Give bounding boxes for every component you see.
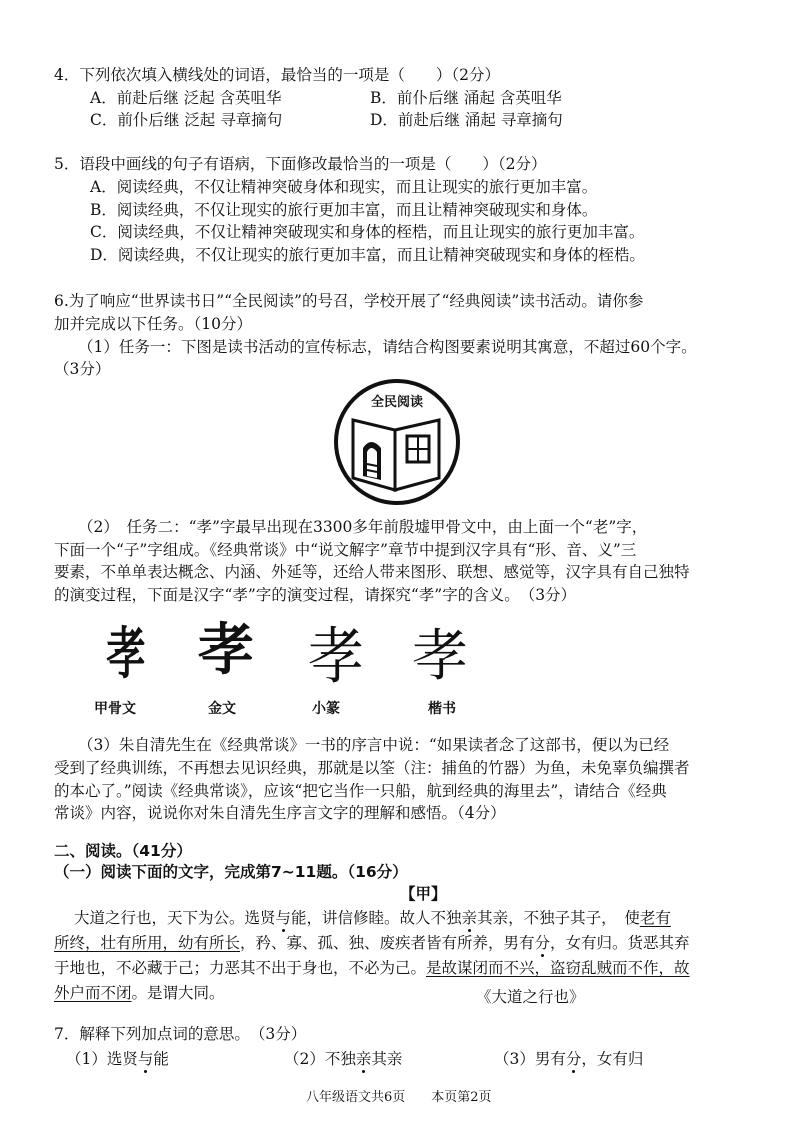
q4-option-b: B．前仆后继 涌起 含英咀华: [370, 89, 562, 107]
passage-line2: 所终，壮有所用，幼有所长，矜、寡、孤、独、废疾者皆有所养，男有分，女有归。货恶其弃: [54, 934, 690, 952]
q6-task3-line2: 受到了经典训练，不再想去见识经典，那就是以筌（注：捕鱼的竹器）为鱼，未免辜负编撰者: [54, 759, 690, 777]
q6-task2-line2: 下面一个“子”字组成。《经典常谈》中“说文解字”章节中提到汉字具有“形、音、义”三: [54, 541, 637, 559]
q4-stem: 4．下列依次填入横线处的词语，最恰当的一项是（ ）（2分）: [54, 66, 500, 84]
q7-item3: （3）男有分，女有归: [494, 1050, 644, 1068]
q6-stem-line2: 加并完成以下任务。（10分）: [54, 315, 252, 333]
label-oracle-bone: 甲骨文: [94, 701, 136, 717]
section-reading-title: 二、阅读。（41分）: [54, 842, 192, 860]
passage-line4: 外户而不闭。是谓大同。: [54, 984, 225, 1002]
q6-task3-line3: 的本心了。”阅读《经典常谈》，应该“把它当作一只船，航到经典的海里去”，请结合《经典: [54, 782, 667, 800]
q5-option-b: B．阅读经典，不仅让现实的旅行更加丰富，而且让精神突破现实和身体。: [90, 201, 598, 219]
q6-task2-line3: 要素，不单单表达概念、内涵、外延等，还给人带来图形、联想、感觉等，汉字具有自己独特: [54, 563, 690, 581]
passage-line1: 大道之行也，天下为公。选贤与能，讲信修睦。故人不独亲其亲，不独子其子， 使老有: [74, 909, 671, 927]
glyph-regular: 孝: [412, 624, 468, 689]
q7-item1: （1）选贤与能: [66, 1050, 169, 1068]
q6-task3-line4: 常谈》内容，说说你对朱自清先生序言文字的理解和感悟。（4分）: [54, 804, 506, 822]
q6-task3-line1: （3）朱自清先生在《经典常谈》一书的序言中说：“如果读者念了这部书，便以为已经: [78, 736, 670, 754]
q6-task2-line1: （2） 任务二：“孝”字最早出现在3300多年前殷墟甲骨文中，由上面一个“老”字，: [78, 518, 648, 536]
q5-stem: 5．语段中画线的句子有语病，下面修改最恰当的一项是（ ）（2分）: [54, 155, 547, 173]
page-footer: 八年级语文共6页 本页第2页: [306, 1090, 492, 1105]
label-bronze: 金文: [208, 701, 236, 717]
q6-stem-line1: 6.为了响应“世界读书日”“全民阅读”的号召，学校开展了“经典阅读”读书活动。请你参: [54, 292, 644, 310]
q5-option-c: C．阅读经典，不仅让精神突破现实和身体的桎梏，而且让现实的旅行更加丰富。: [90, 223, 645, 241]
subsection-title: （一）阅读下面的文字，完成第7~11题。（16分）: [54, 863, 408, 881]
q6-task1-line2: （3分）: [54, 360, 111, 378]
q5-option-a: A．阅读经典，不仅让精神突破身体和现实，而且让现实的旅行更加丰富。: [90, 178, 598, 196]
q4-option-c: C．前仆后继 泛起 寻章摘句: [90, 111, 283, 129]
label-regular: 楷书: [428, 701, 456, 717]
passage-jia-label: 【甲】: [400, 885, 447, 903]
logo-text: 全民阅读: [370, 395, 424, 410]
q7-item2: （2）不独亲其亲: [284, 1050, 403, 1068]
q5-option-d: D．阅读经典，不仅让现实的旅行更加丰富，而且让精神突破现实和身体的桎梏。: [90, 246, 645, 264]
glyph-bronze: 孝: [198, 617, 254, 683]
label-small-seal: 小篆: [312, 701, 340, 717]
q7-stem: 7．解释下列加点词的意思。 （3分）: [54, 1025, 307, 1043]
passage-line3: 于地也，不必藏于己；力恶其不出于身也，不必为己。是故谋闭而不兴，盗窃乱贼而不作，故: [54, 959, 690, 977]
q6-task1-line1: （1）任务一：下图是读书活动的宣传标志，请结合构图要素说明其寓意，不超过60个字。: [78, 338, 697, 356]
glyph-small-seal: 孝: [308, 621, 364, 693]
passage-source: 《大道之行也》: [476, 988, 585, 1006]
q4-option-d: D．前赴后继 涌起 寻章摘句: [370, 111, 563, 129]
reading-campaign-logo: [333, 378, 461, 506]
q4-option-a: A．前赴后继 泛起 含英咀华: [90, 89, 282, 107]
glyph-oracle-bone: 孝: [106, 621, 146, 687]
q6-task2-line4: 的演变过程，下面是汉字“孝”字的演变过程，请探究“孝”字的含义。 （3分）: [54, 586, 577, 604]
